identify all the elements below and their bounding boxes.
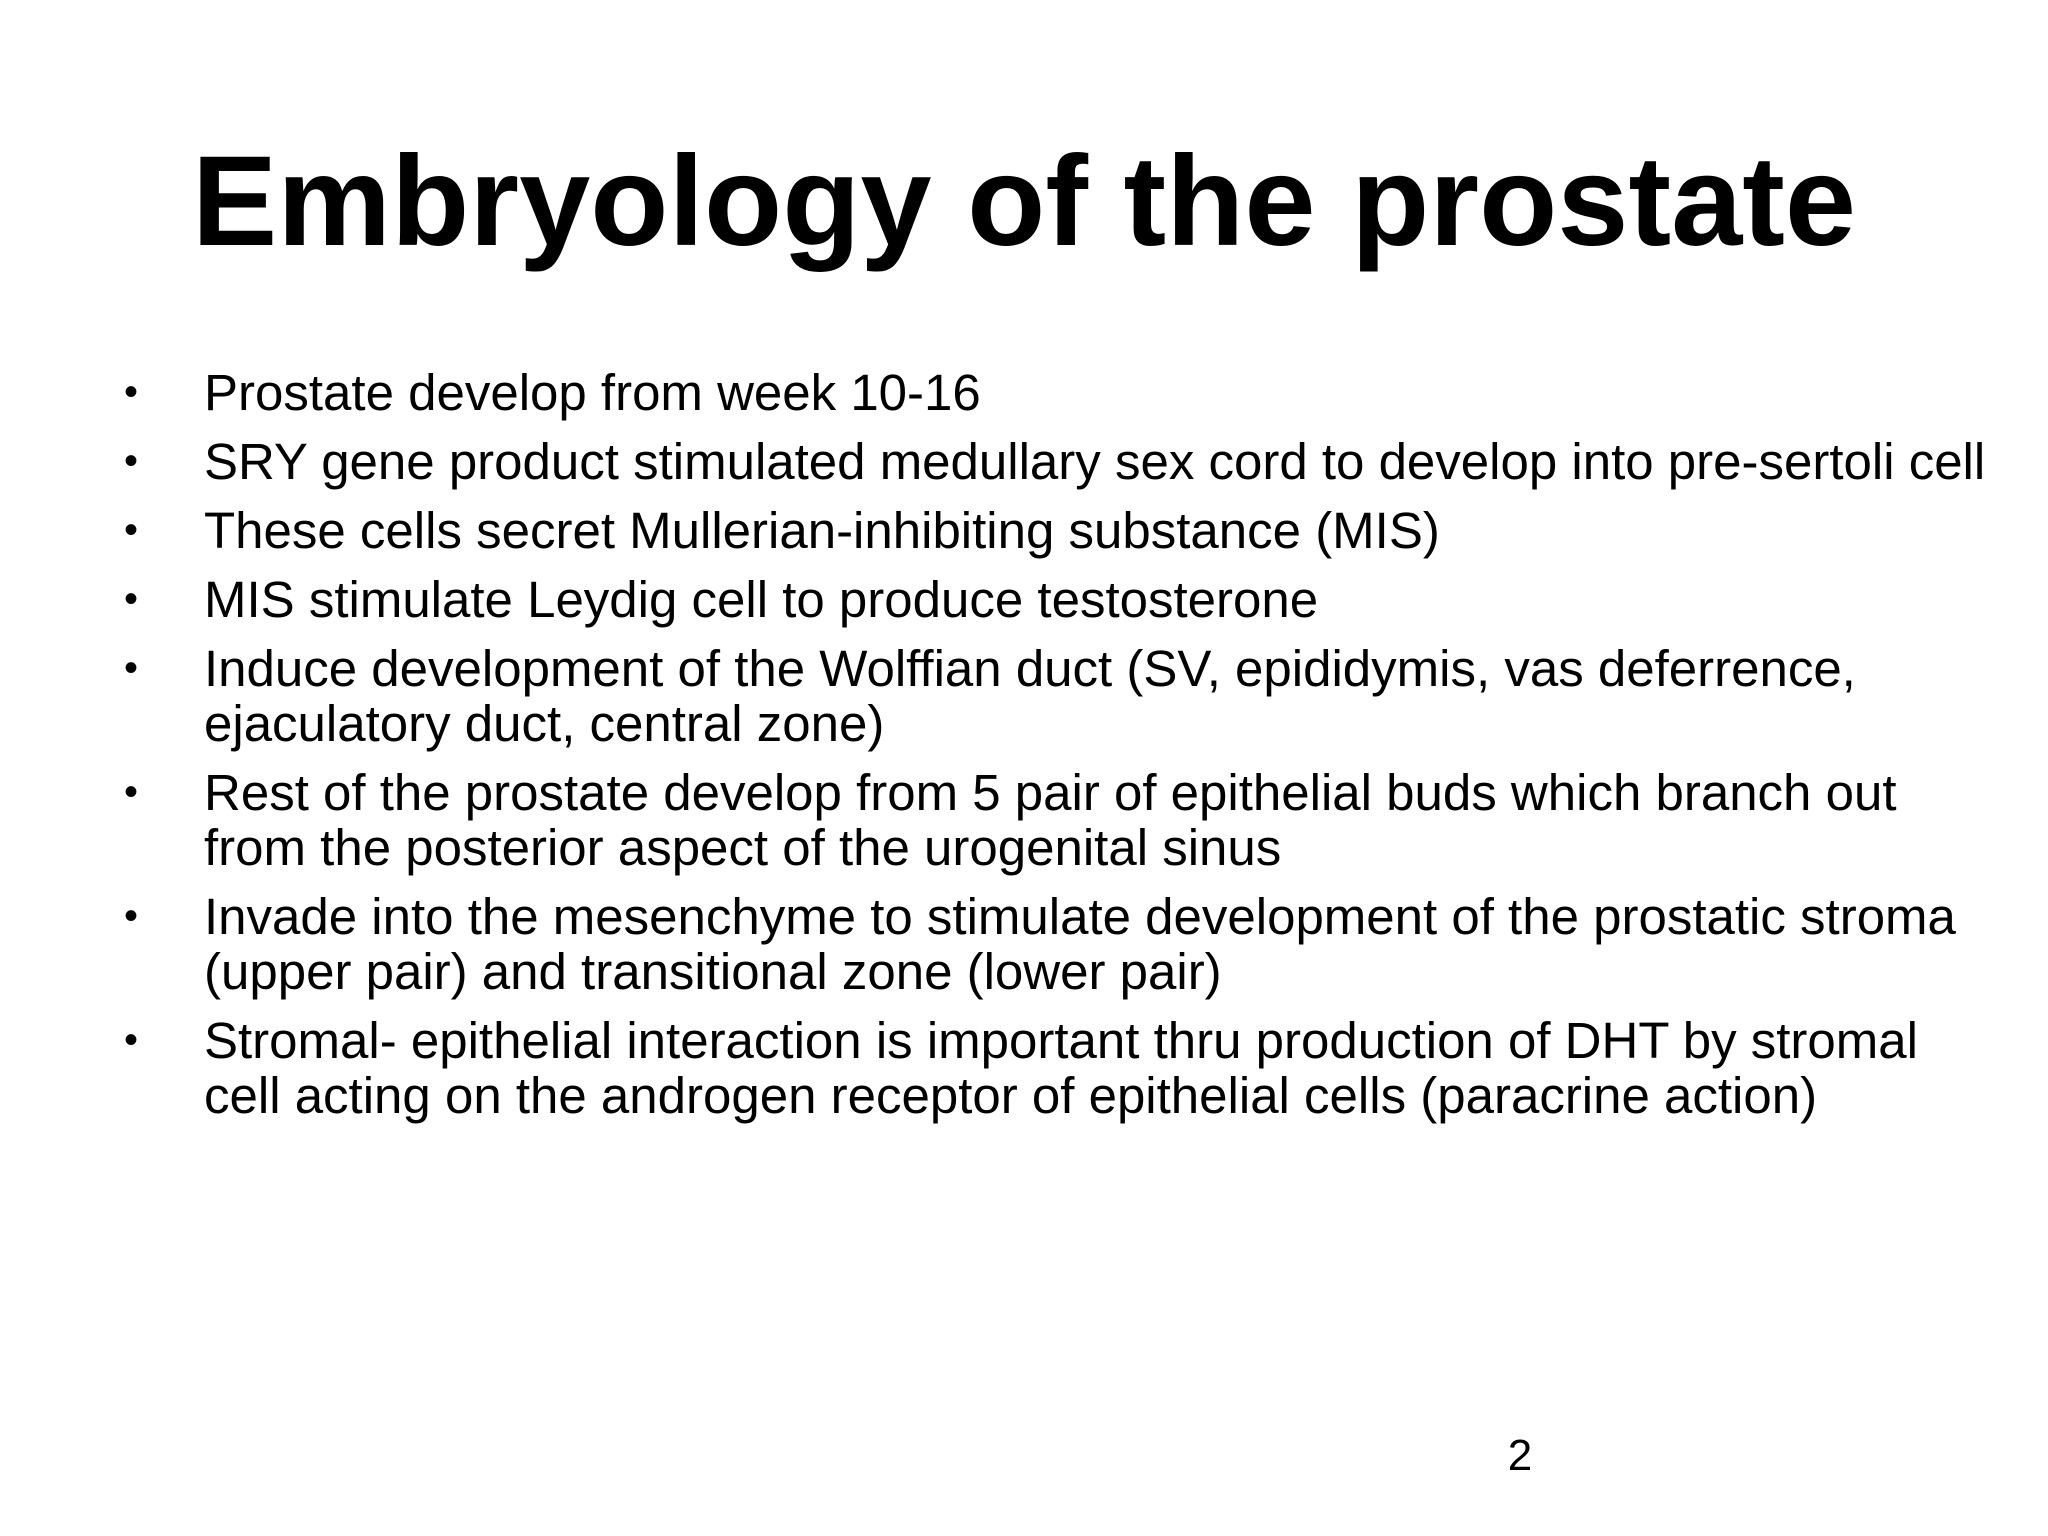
bullet-item [114, 365, 1994, 420]
bullet-marker: • [124, 439, 139, 483]
bullet-item [114, 765, 1994, 875]
bullet-text: These cells secret Mullerian-inhibiting substance (MIS) [204, 502, 1440, 559]
bullet-marker: • [124, 508, 139, 552]
bullet-text: SRY gene product stimulated medullary sex cord to develop into pre-sertoli cell [204, 433, 1986, 490]
bullet-marker: • [124, 770, 139, 814]
bullet-marker: • [124, 577, 139, 621]
bullet-item [114, 434, 1994, 489]
bullet-item [114, 889, 1994, 999]
bullet-item [114, 641, 1994, 751]
bullet-marker: • [124, 370, 139, 414]
bullet-marker: • [124, 894, 139, 938]
bullet-text: Rest of the prostate develop from 5 pair of epithelial buds which branch out from the posterior aspect of the urogenital sinus [204, 764, 1897, 876]
bullet-text: Stromal- epithelial interaction is important thru production of DHT by stromal cell acting on the androgen receptor of epithelial cells (paracrine action) [204, 1012, 1918, 1124]
slide-title: Embryology of the prostate [191, 130, 1857, 273]
bullet-text: MIS stimulate Leydig cell to produce testosterone [204, 571, 1319, 628]
bullet-item [114, 572, 1994, 627]
page-number: 2 [1507, 1431, 1533, 1480]
bullet-item [114, 1013, 1994, 1123]
bullet-marker: • [124, 1018, 139, 1062]
bullet-list [114, 365, 1994, 1137]
bullet-text: Induce development of the Wolffian duct (SV, epididymis, vas deferrence, ejaculatory duct, central zone) [204, 640, 1856, 752]
bullet-item [114, 503, 1994, 558]
bullet-marker: • [124, 646, 139, 690]
bullet-text: Prostate develop from week 10-16 [204, 364, 981, 421]
bullet-text: Invade into the mesenchyme to stimulate development of the prostatic stroma (upper pair) and transitional zone (lower pair) [204, 888, 1956, 1000]
